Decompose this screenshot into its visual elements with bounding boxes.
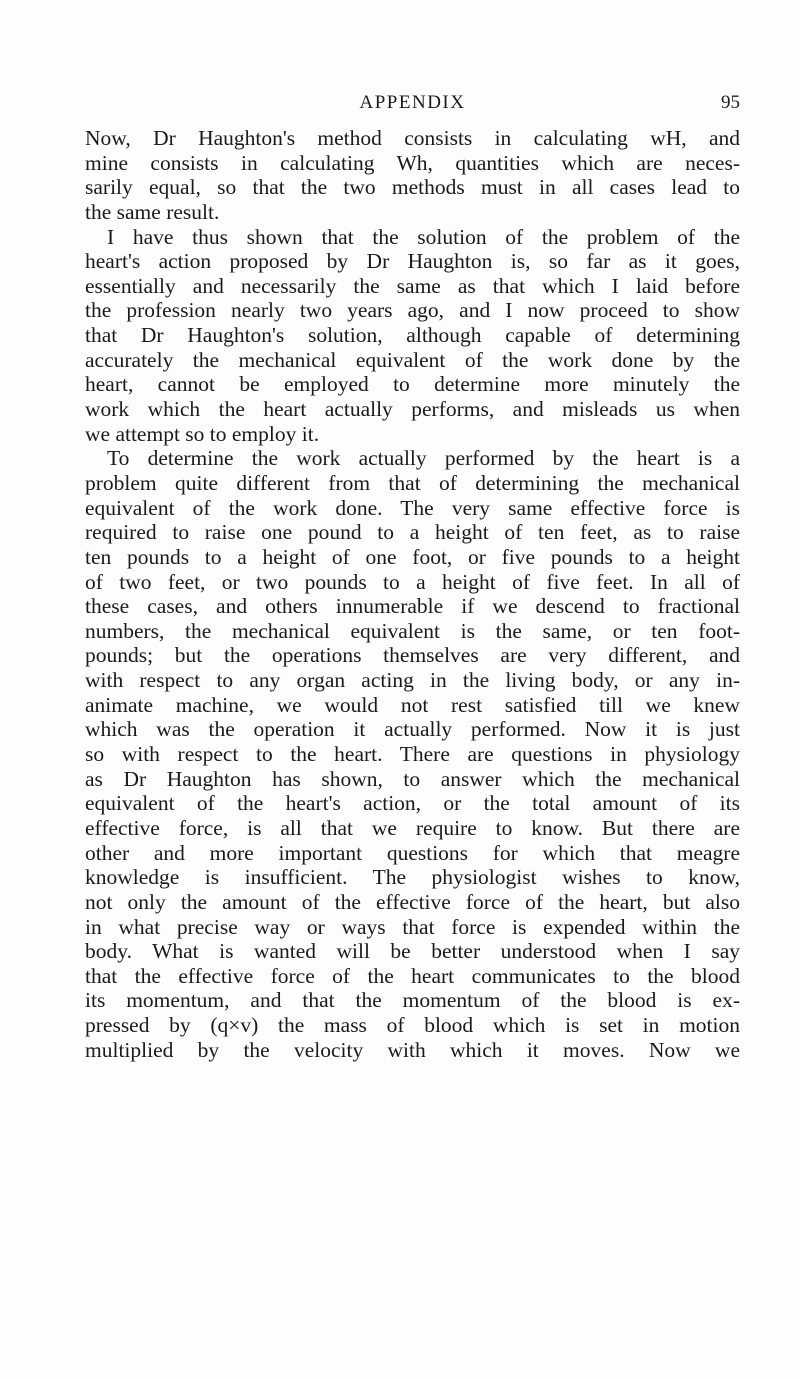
text-line: so with respect to the heart. There are questions in physiology: [85, 742, 740, 767]
text-line: with respect to any organ acting in the living body, or any in-: [85, 668, 740, 693]
text-line: that the effective force of the heart communicates to the blood: [85, 963, 740, 988]
body-text: [85, 126, 740, 1062]
text-line: not only the amount of the effective force of the heart, but also: [85, 889, 740, 914]
text-line: in what precise way or ways that force is expended within the: [85, 914, 740, 939]
page-header: [85, 92, 740, 120]
text-line: Now, Dr Haughton's method consists in calculating wH, and: [85, 126, 740, 150]
text-line: required to raise one pound to a height of ten feet, as to raise: [85, 520, 740, 545]
running-head: APPENDIX: [359, 92, 466, 113]
text-line: heart, cannot be employed to determine more minutely the: [85, 372, 740, 397]
text-line: animate machine, we would not rest satisfied till we knew: [85, 692, 740, 717]
text-line: work which the heart actually performs, and misleads us when: [85, 397, 740, 422]
text-line: mine consists in calculating Wh, quantities which are neces-: [85, 150, 740, 175]
text-line: the same result.: [85, 199, 220, 224]
text-line: body. What is wanted will be better understood when I say: [85, 939, 740, 964]
text-line: these cases, and others innumerable if we descend to fractional: [85, 594, 740, 619]
page-number: 95: [721, 92, 740, 113]
text-line: multiplied by the velocity with which it moves. Now we: [85, 1037, 740, 1062]
text-line: problem quite different from that of determining the mechanical: [85, 470, 740, 495]
text-line: we attempt so to employ it.: [85, 421, 320, 446]
text-line: as Dr Haughton has shown, to answer which the mechanical: [85, 766, 740, 791]
text-line: pressed by (q×v) the mass of blood which is set in motion: [85, 1013, 740, 1038]
text-line: other and more important questions for which that meagre: [85, 840, 740, 865]
text-line: To determine the work actually performed by the heart is a: [107, 446, 740, 471]
text-line: its momentum, and that the momentum of the blood is ex-: [85, 988, 740, 1013]
text-line: which was the operation it actually performed. Now it is just: [85, 717, 740, 742]
text-line: numbers, the mechanical equivalent is the same, or ten foot-: [85, 618, 740, 643]
text-line: pounds; but the operations themselves are very different, and: [85, 643, 740, 668]
text-line: the profession nearly two years ago, and I now proceed to show: [85, 298, 740, 323]
text-line: of two feet, or two pounds to a height of five feet. In all of: [85, 569, 740, 594]
text-line: equivalent of the work done. The very same effective force is: [85, 495, 740, 520]
text-line: accurately the mechanical equivalent of the work done by the: [85, 347, 740, 372]
text-line: equivalent of the heart's action, or the total amount of its: [85, 791, 740, 816]
text-line: effective force, is all that we require to know. But there are: [85, 815, 740, 840]
text-line: heart's action proposed by Dr Haughton is, so far as it goes,: [85, 249, 740, 274]
text-line: knowledge is insufficient. The physiologist wishes to know,: [85, 865, 740, 890]
text-line: essentially and necessarily the same as that which I laid before: [85, 273, 740, 298]
text-line: I have thus shown that the solution of the problem of the: [107, 224, 740, 249]
text-line: sarily equal, so that the two methods must in all cases lead to: [85, 175, 740, 200]
text-line: ten pounds to a height of one foot, or five pounds to a height: [85, 544, 740, 569]
text-line: that Dr Haughton's solution, although capable of determining: [85, 323, 740, 348]
